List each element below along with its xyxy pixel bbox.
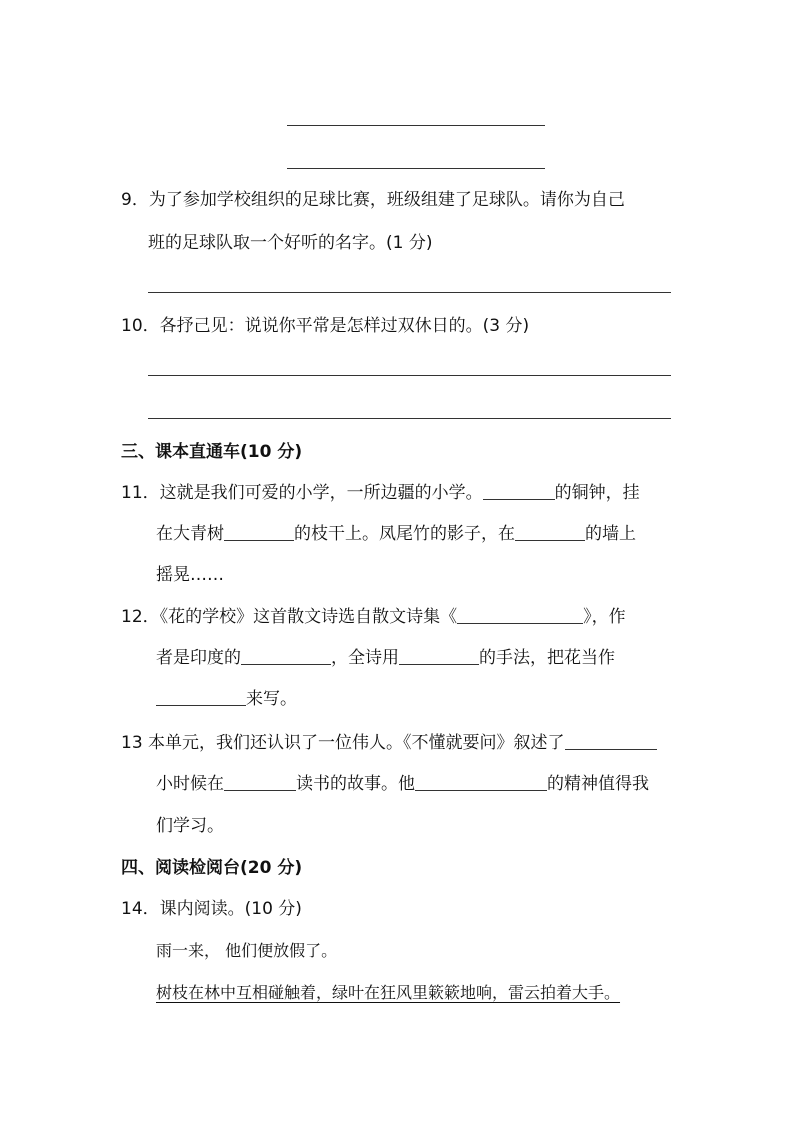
fill-blank[interactable] (457, 607, 583, 624)
section-title: 四、阅读检阅台(20 分) (121, 858, 303, 878)
question-text: 11．这就是我们可爱的小学，一所边疆的小学。 (121, 483, 483, 503)
reading-passage-line: 雨一来， 他们便放假了。 (156, 941, 338, 960)
answer-line[interactable] (148, 292, 671, 293)
question-text: 12．《花的学校》这首散文诗选自散文诗集《 (121, 607, 458, 627)
question-text: 13 本单元，我们还认识了一位伟人。《不懂就要问》叙述了 (121, 733, 565, 753)
question-text: 的手法，把花当作 (479, 648, 615, 668)
question-text: ，全诗用 (331, 648, 399, 668)
question-13-line-3: 们学习。 (156, 816, 224, 836)
question-text: 的铜钟，挂 (554, 483, 640, 503)
question-text: 在大青树 (156, 524, 224, 544)
question-11-line-3: 摇晃…… (156, 565, 224, 585)
question-11-line-2 (156, 523, 636, 545)
question-text: 读书的故事。他 (296, 774, 415, 794)
question-12-line-1 (121, 606, 626, 628)
fill-blank[interactable] (415, 774, 547, 791)
question-text: 来写。 (246, 689, 297, 709)
answer-line[interactable] (148, 375, 671, 376)
question-text: 的精神值得我 (547, 774, 649, 794)
question-11-line-1 (121, 482, 640, 504)
fill-blank[interactable] (565, 733, 657, 750)
question-13-line-1 (121, 732, 657, 754)
section-title: 三、课本直通车(10 分) (121, 442, 303, 462)
fill-blank[interactable] (515, 524, 585, 541)
question-text: 的枝干上。凤尾竹的影子，在 (294, 524, 515, 544)
question-14-line-1: 14．课内阅读。(10 分) (121, 899, 302, 919)
fill-blank[interactable] (483, 483, 555, 500)
question-text: 的墙上 (585, 524, 636, 544)
fill-blank[interactable] (224, 524, 294, 541)
question-12-line-2 (156, 647, 615, 669)
question-12-line-3 (156, 688, 297, 710)
fill-blank[interactable] (156, 689, 246, 706)
question-9-line-1: 9．为了参加学校组织的足球比赛，班级组建了足球队。请你为自己 (121, 190, 625, 210)
question-13-line-2 (156, 773, 649, 795)
reading-passage-underlined-line: 树枝在林中互相碰触着，绿叶在狂风里簌簌地响，雷云拍着大手。 (156, 983, 621, 1002)
question-text: 小时候在 (156, 774, 224, 794)
question-10-line-1: 10．各抒己见：说说你平常是怎样过双休日的。(3 分) (121, 316, 530, 336)
question-9-line-2: 班的足球队取一个好听的名字。(1 分) (148, 233, 433, 253)
fill-blank[interactable] (241, 648, 331, 665)
fill-blank[interactable] (399, 648, 479, 665)
answer-line[interactable] (287, 125, 545, 126)
fill-blank[interactable] (224, 774, 296, 791)
question-text: 》，作 (583, 607, 626, 627)
question-text: 者是印度的 (156, 648, 241, 668)
answer-line[interactable] (287, 168, 545, 169)
answer-line[interactable] (148, 418, 671, 419)
